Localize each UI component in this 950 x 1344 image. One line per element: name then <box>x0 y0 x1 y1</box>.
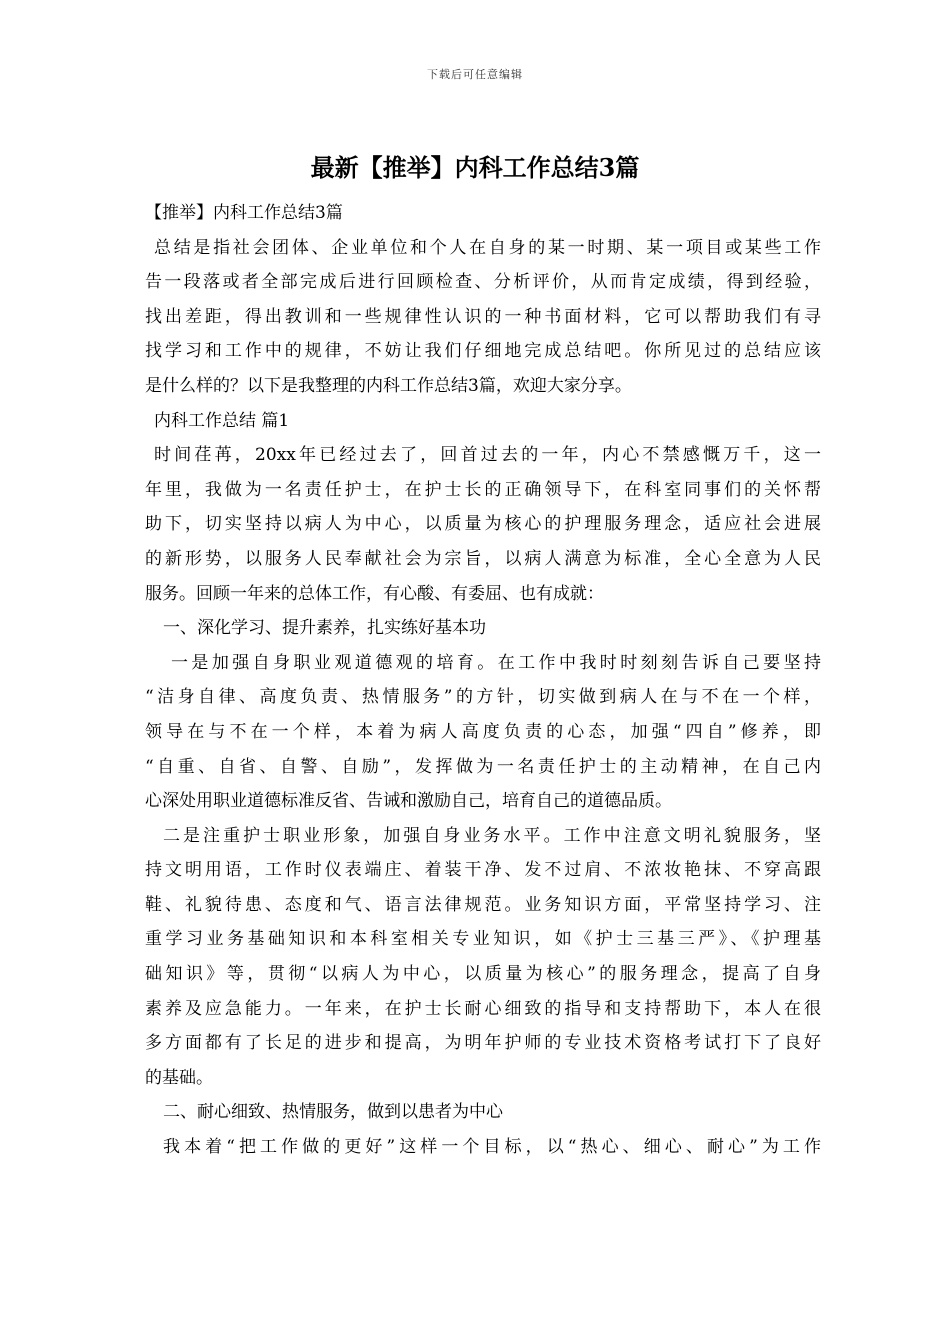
paragraph-line: 告一段落或者全部完成后进行回顾检查、分析评价，从而肯定成绩，得到经验， <box>145 272 821 293</box>
subtitle-line: 【推举】内科工作总结3篇 <box>145 203 343 223</box>
section-heading: 内科工作总结 篇1 <box>154 410 290 431</box>
paragraph-line: 心深处用职业道德标准反省、告诫和激励自己，培育自己的道德品质。 <box>145 791 672 812</box>
paragraph-line: 是什么样的？以下是我整理的内科工作总结3篇，欢迎大家分享。 <box>145 375 632 396</box>
paragraph-line: 持文明用语，工作时仪表端庄、着装干净、发不过肩、不浓妆艳抹、不穿高跟 <box>145 860 821 881</box>
paragraph-line: “洁身自律、高度负责、热情服务”的方针，切实做到病人在与不在一个样， <box>145 687 821 708</box>
document-body <box>145 196 821 1165</box>
paragraph-line: 总结是指社会团体、企业单位和个人在自身的某一时期、某一项目或某些工作 <box>154 237 821 258</box>
paragraph-line: 的新形势，以服务人民奉献社会为宗旨，以病人满意为标准，全心全意为人民 <box>145 548 821 569</box>
section-heading: 一、深化学习、提升素养，扎实练好基本功 <box>163 618 486 639</box>
paragraph-line: 一是加强自身职业观道德观的培育。在工作中我时时刻刻告诉自己要坚持 <box>171 652 821 673</box>
header-note: 下载后可任意编辑 <box>427 68 523 81</box>
paragraph-line: 找学习和工作中的规律，不妨让我们仔细地完成总结吧。你所见过的总结应该 <box>145 341 821 362</box>
paragraph-line: “自重、自省、自警、自励”，发挥做为一名责任护士的主动精神，在自己内 <box>145 756 821 777</box>
paragraph-line: 服务。回顾一年来的总体工作，有心酸、有委屈、也有成就： <box>145 583 604 604</box>
paragraph-line: 助下，切实坚持以病人为中心，以质量为核心的护理服务理念，适应社会进展 <box>145 514 821 535</box>
paragraph-line: 找出差距，得出教训和一些规律性认识的一种书面材料，它可以帮助我们有寻 <box>145 306 821 327</box>
paragraph-line: 我本着“把工作做的更好”这样一个目标，以“热心、细心、耐心”为工作 <box>163 1137 821 1158</box>
document-title: 最新【推举】内科工作总结3篇 <box>310 153 640 182</box>
paragraph-line: 鞋、礼貌待患、态度和气、语言法律规范。业务知识方面，平常坚持学习、注 <box>145 894 821 915</box>
paragraph-line: 的基础。 <box>145 1067 213 1088</box>
paragraph-line: 年里，我做为一名责任护士，在护士长的正确领导下，在科室同事们的关怀帮 <box>145 479 821 500</box>
paragraph-line: 素养及应急能力。一年来，在护士长耐心细致的指导和支持帮助下，本人在很 <box>145 998 821 1019</box>
paragraph-line: 二是注重护士职业形象，加强自身业务水平。工作中注意文明礼貌服务，坚 <box>163 825 821 846</box>
section-heading: 二、耐心细致、热情服务，做到以患者为中心 <box>163 1102 503 1123</box>
paragraph-line: 重学习业务基础知识和本科室相关专业知识，如《护士三基三严》、《护理基 <box>145 929 821 950</box>
paragraph-line: 领导在与不在一个样，本着为病人高度负责的心态，加强“四自”修养，即 <box>145 721 821 742</box>
paragraph-line: 础知识》等，贯彻“以病人为中心，以质量为核心”的服务理念，提高了自身 <box>145 964 821 985</box>
paragraph-line: 多方面都有了长足的进步和提高，为明年护师的专业技术资格考试打下了良好 <box>145 1033 821 1054</box>
paragraph-line: 时间荏苒，20xx年已经过去了，回首过去的一年，内心不禁感慨万千，这一 <box>154 445 821 466</box>
